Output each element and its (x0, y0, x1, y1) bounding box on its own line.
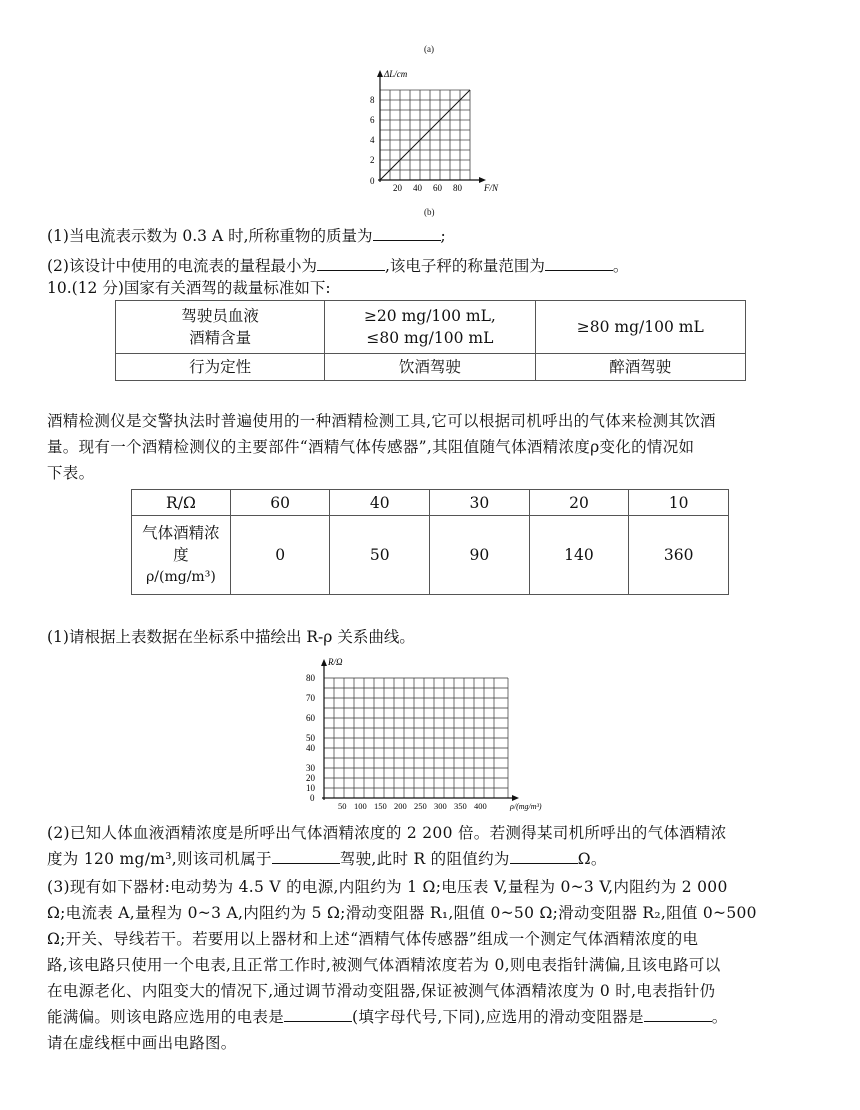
x-axis-label: F/N (484, 183, 499, 193)
rho-tick: 300 (434, 801, 447, 811)
rho-tick: 350 (454, 801, 467, 811)
x-tick: 40 (413, 183, 422, 193)
q9-part2-end: 。 (612, 257, 629, 275)
answer-blank (373, 225, 441, 241)
q10-part1: (1)请根据上表数据在坐标系中描绘出 R-ρ 关系曲线。 (47, 628, 415, 646)
y-tick: 6 (370, 115, 375, 125)
sensor-rho-value: 140 (529, 516, 629, 595)
sensor-r-value: 60 (230, 490, 330, 516)
standard-cell-drunk: ≥80 mg/100 mL (535, 301, 745, 354)
standard-cell-drink-driving: 饮酒驾驶 (325, 354, 535, 381)
answer-blank (317, 255, 385, 271)
q10-part2: (2)已知人体血液酒精浓度是所呼出气体酒精浓度的 2 200 倍。若测得某司机所呼出的气体酒精浓 度为 120 mg/m³,则该司机属于 驾驶,此时 R 的阻值约为 Ω。 (47, 824, 727, 868)
q9-part2-text-b: ,该电子秤的称量范围为 (384, 257, 545, 275)
intro-paragraph: 酒精检测仪是交警执法时普遍使用的一种酒精检测工具,它可以根据司机呼出的气体来检测其饮酒 量。现有一个酒精检测仪的主要部件“酒精气体传感器”,其阻值随气体酒精浓度ρ变化的情况如 下表。 (47, 412, 716, 482)
answer-blank (272, 848, 340, 864)
y-axis-label: ΔL/cm (384, 69, 408, 79)
r-tick: 20 (306, 773, 315, 783)
standard-cell-drunk-driving: 醉酒驾驶 (535, 354, 745, 381)
r-tick: 0 (310, 793, 315, 803)
answer-blank (510, 848, 578, 864)
q9-part2-text-a: (2)该设计中使用的电流表的量程最小为 (47, 257, 317, 275)
y-axis-arrow-icon (377, 70, 383, 77)
sensor-header-rho: 气体酒精浓 度 ρ/(mg/m³) (132, 516, 231, 595)
sensor-rho-value: 90 (430, 516, 530, 595)
delta-l-force-graph (360, 60, 510, 200)
sensor-r-value: 20 (529, 490, 629, 516)
r-rho-grid (300, 652, 570, 812)
rho-tick: 400 (474, 801, 487, 811)
r-tick: 80 (306, 673, 315, 683)
standard-cell-behavior: 行为定性 (116, 354, 325, 381)
r-tick: 60 (306, 713, 315, 723)
r-axis-arrow-icon (321, 659, 327, 666)
r-axis-label: R/Ω (328, 657, 343, 667)
graph-data-line (380, 90, 470, 180)
q10-part3: (3)现有如下器材:电动势为 4.5 V 的电源,内阻约为 1 Ω;电压表 V,量程为 0~3 V,内阻约为 2 000 Ω;电流表 A,量程为 0~3 A,内阻约为 5 Ω;滑动变阻器 R₁,阻值 0~50 Ω;滑动变阻器 R₂,阻值 0~500 Ω;开关、导线若干。若要用以上器材和上述“酒精气体传感器”组成一个测定气体酒精浓度的电 路,该电路只使用一个电表,且正常工作时,被测气体酒精浓度若为 0,则电表指针满偏,且该电路可以 在电源老化、内阻变大的情况下,通过调节滑动变阻器,保证被测气体酒精浓度为 0 时,电表指针仍 能满偏。则该电路应选用的电表是 (填字母代号,下同),应选用的滑动变阻器是 。 请在虚线框中画出电路图。 (47, 878, 757, 1052)
x-tick: 20 (393, 183, 402, 193)
y-tick: 2 (370, 155, 375, 165)
answer-blank (545, 255, 613, 271)
sensor-header-r: R/Ω (132, 490, 231, 516)
rho-tick: 100 (354, 801, 367, 811)
drunk-driving-standard-table (115, 300, 746, 381)
y-tick: 0 (370, 176, 375, 186)
standard-cell-drink: ≥20 mg/100 mL, ≤80 mg/100 mL (325, 301, 535, 354)
rho-tick: 200 (394, 801, 407, 811)
x-tick: 60 (433, 183, 442, 193)
figure-b-label: (b) (424, 207, 435, 217)
standard-cell-header: 驾驶员血液 酒精含量 (116, 301, 325, 354)
rho-tick: 50 (338, 801, 347, 811)
q10-title: 10.(12 分)国家有关酒驾的裁量标准如下: (47, 279, 331, 297)
sensor-r-value: 10 (629, 490, 729, 516)
figure-a-label: (a) (424, 44, 434, 54)
sensor-rho-value: 50 (330, 516, 430, 595)
sensor-rho-value: 0 (230, 516, 330, 595)
q9-part1-text: (1)当电流表示数为 0.3 A 时,所称重物的质量为 (47, 227, 373, 245)
q9-part1 (47, 225, 446, 246)
rho-axis-label: ρ/(mg/m³) (510, 802, 542, 811)
r-tick: 50 (306, 733, 315, 743)
y-tick: 4 (370, 135, 375, 145)
r-rho-gridlines (324, 678, 508, 798)
q9-part1-end: ; (440, 227, 446, 245)
r-tick: 10 (306, 783, 315, 793)
r-tick: 30 (306, 763, 315, 773)
rho-tick: 250 (414, 801, 427, 811)
r-tick: 70 (306, 693, 315, 703)
r-tick: 40 (306, 743, 315, 753)
rho-tick: 150 (374, 801, 387, 811)
q9-part2 (47, 255, 628, 276)
answer-blank (284, 1006, 352, 1022)
y-tick: 8 (370, 95, 375, 105)
sensor-r-value: 30 (430, 490, 530, 516)
answer-blank (644, 1006, 712, 1022)
x-tick: 80 (453, 183, 462, 193)
sensor-r-value: 40 (330, 490, 430, 516)
sensor-rho-value: 360 (629, 516, 729, 595)
sensor-resistance-table (131, 489, 729, 595)
rho-axis-arrow-icon (512, 795, 519, 801)
